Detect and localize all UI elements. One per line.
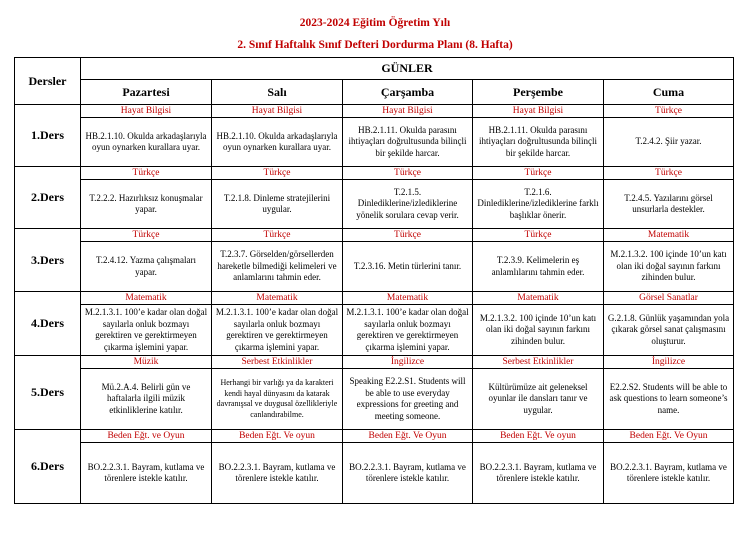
ders-header: Dersler bbox=[15, 58, 81, 105]
subject-name-tuesday: Matematik bbox=[212, 292, 343, 305]
objective-text-thursday: T.2.3.9. Kelimelerin eş anlamlılarını tahmin eder. bbox=[473, 242, 604, 292]
page-subtitle: 2. Sınıf Haftalık Sınıf Defteri Dordurma Planı (8. Hafta) bbox=[237, 39, 513, 51]
subject-row bbox=[15, 229, 734, 242]
objective-text-thursday: BO.2.2.3.1. Bayram, kutlama ve törenlere istekle katılır. bbox=[473, 443, 604, 504]
day-header-friday: Cuma bbox=[604, 80, 734, 105]
subject-name-tuesday: Beden Eğt. Ve oyun bbox=[212, 430, 343, 443]
subject-name-monday: Matematik bbox=[81, 292, 212, 305]
objective-text-wednesday: BO.2.2.3.1. Bayram, kutlama ve törenlere istekle katılır. bbox=[343, 443, 473, 504]
subject-name-tuesday: Hayat Bilgisi bbox=[212, 105, 343, 118]
subject-name-thursday: Serbest Etkinlikler bbox=[473, 356, 604, 369]
lesson-label: 3.Ders bbox=[15, 229, 81, 292]
subject-name-wednesday: Hayat Bilgisi bbox=[343, 105, 473, 118]
page-title: 2023-2024 Eğitim Öğretim Yılı bbox=[299, 17, 451, 29]
objective-text-tuesday: M.2.1.3.1. 100’e kadar olan doğal sayılarla onluk bozmayı gerektiren ve gerektirmeyen çıkarma işlemini yapar. bbox=[212, 305, 343, 356]
subject-name-monday: Türkçe bbox=[81, 167, 212, 180]
objective-text-friday: BO.2.2.3.1. Bayram, kutlama ve törenlere istekle katılır. bbox=[604, 443, 734, 504]
gunler-header: GÜNLER bbox=[81, 58, 734, 80]
objective-text-tuesday: HB.2.1.10. Okulda arkadaşlarıyla oyun oynarken kurallara uyar. bbox=[212, 118, 343, 167]
subject-name-thursday: Matematik bbox=[473, 292, 604, 305]
subject-name-friday: Matematik bbox=[604, 229, 734, 242]
subject-name-thursday: Beden Eğt. Ve oyun bbox=[473, 430, 604, 443]
subject-name-friday: Beden Eğt. Ve Oyun bbox=[604, 430, 734, 443]
subject-name-thursday: Türkçe bbox=[473, 229, 604, 242]
subject-row bbox=[15, 356, 734, 369]
objective-text-monday: HB.2.1.10. Okulda arkadaşlarıyla oyun oynarken kurallara uyar. bbox=[81, 118, 212, 167]
objective-text-friday: E2.2.S2. Students will be able to ask questions to learn someone’s name. bbox=[604, 369, 734, 430]
objective-text-thursday: HB.2.1.11. Okulda parasını ihtiyaçları doğrultusunda bilinçli bir şekilde harcar. bbox=[473, 118, 604, 167]
subject-name-wednesday: Türkçe bbox=[343, 229, 473, 242]
subject-name-wednesday: Türkçe bbox=[343, 167, 473, 180]
objective-text-wednesday: Speaking E2.2.S1. Students will be able to use everyday expressions for greeting and meeting someone. bbox=[343, 369, 473, 430]
objective-text-tuesday: T.2.3.7. Görselden/görsellerden hareketle bilmediği kelimeleri ve anlamlarını tahmin eder. bbox=[212, 242, 343, 292]
objective-text-tuesday: T.2.1.8. Dinleme stratejilerini uygular. bbox=[212, 180, 343, 229]
day-header-wednesday: Çarşamba bbox=[343, 80, 473, 105]
objective-row bbox=[15, 369, 734, 430]
subject-name-thursday: Türkçe bbox=[473, 167, 604, 180]
objective-text-thursday: M.2.1.3.2. 100 içinde 10’un katı olan iki doğal sayının farkını zihinden bulur. bbox=[473, 305, 604, 356]
subject-name-friday: Görsel Sanatlar bbox=[604, 292, 734, 305]
subject-name-monday: Beden Eğt. ve Oyun bbox=[81, 430, 212, 443]
subject-name-monday: Müzik bbox=[81, 356, 212, 369]
objective-text-monday: M.2.1.3.1. 100’e kadar olan doğal sayılarla onluk bozmayı gerektiren ve gerektirmeyen çıkarma işlemini yapar. bbox=[81, 305, 212, 356]
subject-row bbox=[15, 430, 734, 443]
objective-row bbox=[15, 305, 734, 356]
day-header-thursday: Perşembe bbox=[473, 80, 604, 105]
subject-name-friday: Türkçe bbox=[604, 105, 734, 118]
subject-name-tuesday: Türkçe bbox=[212, 229, 343, 242]
objective-row bbox=[15, 180, 734, 229]
objective-text-wednesday: T.2.1.5. Dinlediklerine/izlediklerine yönelik sorulara cevap verir. bbox=[343, 180, 473, 229]
lesson-label: 6.Ders bbox=[15, 430, 81, 504]
objective-text-thursday: Kültürümüze ait geleneksel oyunlar ile dansları tanır ve uygular. bbox=[473, 369, 604, 430]
subject-name-thursday: Hayat Bilgisi bbox=[473, 105, 604, 118]
objective-row bbox=[15, 443, 734, 504]
weekly-plan-table bbox=[14, 57, 734, 504]
subject-name-tuesday: Serbest Etkinlikler bbox=[212, 356, 343, 369]
subject-row bbox=[15, 292, 734, 305]
lesson-label: 2.Ders bbox=[15, 167, 81, 229]
lesson-label: 1.Ders bbox=[15, 105, 81, 167]
objective-text-monday: BO.2.2.3.1. Bayram, kutlama ve törenlere istekle katılır. bbox=[81, 443, 212, 504]
subject-row bbox=[15, 167, 734, 180]
objective-text-monday: Mü.2.A.4. Belirli gün ve haftalarla ilgili müzik etkinliklerine katılır. bbox=[81, 369, 212, 430]
day-header-monday: Pazartesi bbox=[81, 80, 212, 105]
objective-text-wednesday: T.2.3.16. Metin türlerini tanır. bbox=[343, 242, 473, 292]
objective-text-monday: T.2.2.2. Hazırlıksız konuşmalar yapar. bbox=[81, 180, 212, 229]
objective-text-tuesday: BO.2.2.3.1. Bayram, kutlama ve törenlere istekle katılır. bbox=[212, 443, 343, 504]
subject-name-wednesday: Matematik bbox=[343, 292, 473, 305]
objective-text-friday: T.2.4.2. Şiir yazar. bbox=[604, 118, 734, 167]
objective-text-thursday: T.2.1.6. Dinlediklerine/izlediklerine farklı başlıklar önerir. bbox=[473, 180, 604, 229]
subject-name-monday: Hayat Bilgisi bbox=[81, 105, 212, 118]
subject-name-friday: İngilizce bbox=[604, 356, 734, 369]
subject-name-tuesday: Türkçe bbox=[212, 167, 343, 180]
subject-name-friday: Türkçe bbox=[604, 167, 734, 180]
subject-name-wednesday: İngilizce bbox=[343, 356, 473, 369]
subject-name-monday: Türkçe bbox=[81, 229, 212, 242]
objective-text-friday: T.2.4.5. Yazılarını görsel unsurlarla destekler. bbox=[604, 180, 734, 229]
objective-text-friday: G.2.1.8. Günlük yaşamından yola çıkarak görsel sanat çalışmasını oluşturur. bbox=[604, 305, 734, 356]
plan-body bbox=[15, 105, 734, 504]
objective-text-wednesday: M.2.1.3.1. 100’e kadar olan doğal sayılarla onluk bozmayı gerektiren ve gerektirmeyen çıkarma işlemini yapar. bbox=[343, 305, 473, 356]
subject-name-wednesday: Beden Eğt. Ve Oyun bbox=[343, 430, 473, 443]
objective-text-tuesday: Herhangi bir varlığı ya da karakteri kendi hayal dünyasını da katarak davranışsal ve duygusal özellikleriyle canlandırabilme. bbox=[212, 369, 343, 430]
subject-row bbox=[15, 105, 734, 118]
lesson-label: 4.Ders bbox=[15, 292, 81, 356]
objective-row bbox=[15, 118, 734, 167]
objective-text-friday: M.2.1.3.2. 100 içinde 10’un katı olan iki doğal sayının farkını zihinden bulur. bbox=[604, 242, 734, 292]
day-header-tuesday: Salı bbox=[212, 80, 343, 105]
objective-row bbox=[15, 242, 734, 292]
objective-text-wednesday: HB.2.1.11. Okulda parasını ihtiyaçları doğrultusunda bilinçli bir şekilde harcar. bbox=[343, 118, 473, 167]
objective-text-monday: T.2.4.12. Yazma çalışmaları yapar. bbox=[81, 242, 212, 292]
lesson-label: 5.Ders bbox=[15, 356, 81, 430]
